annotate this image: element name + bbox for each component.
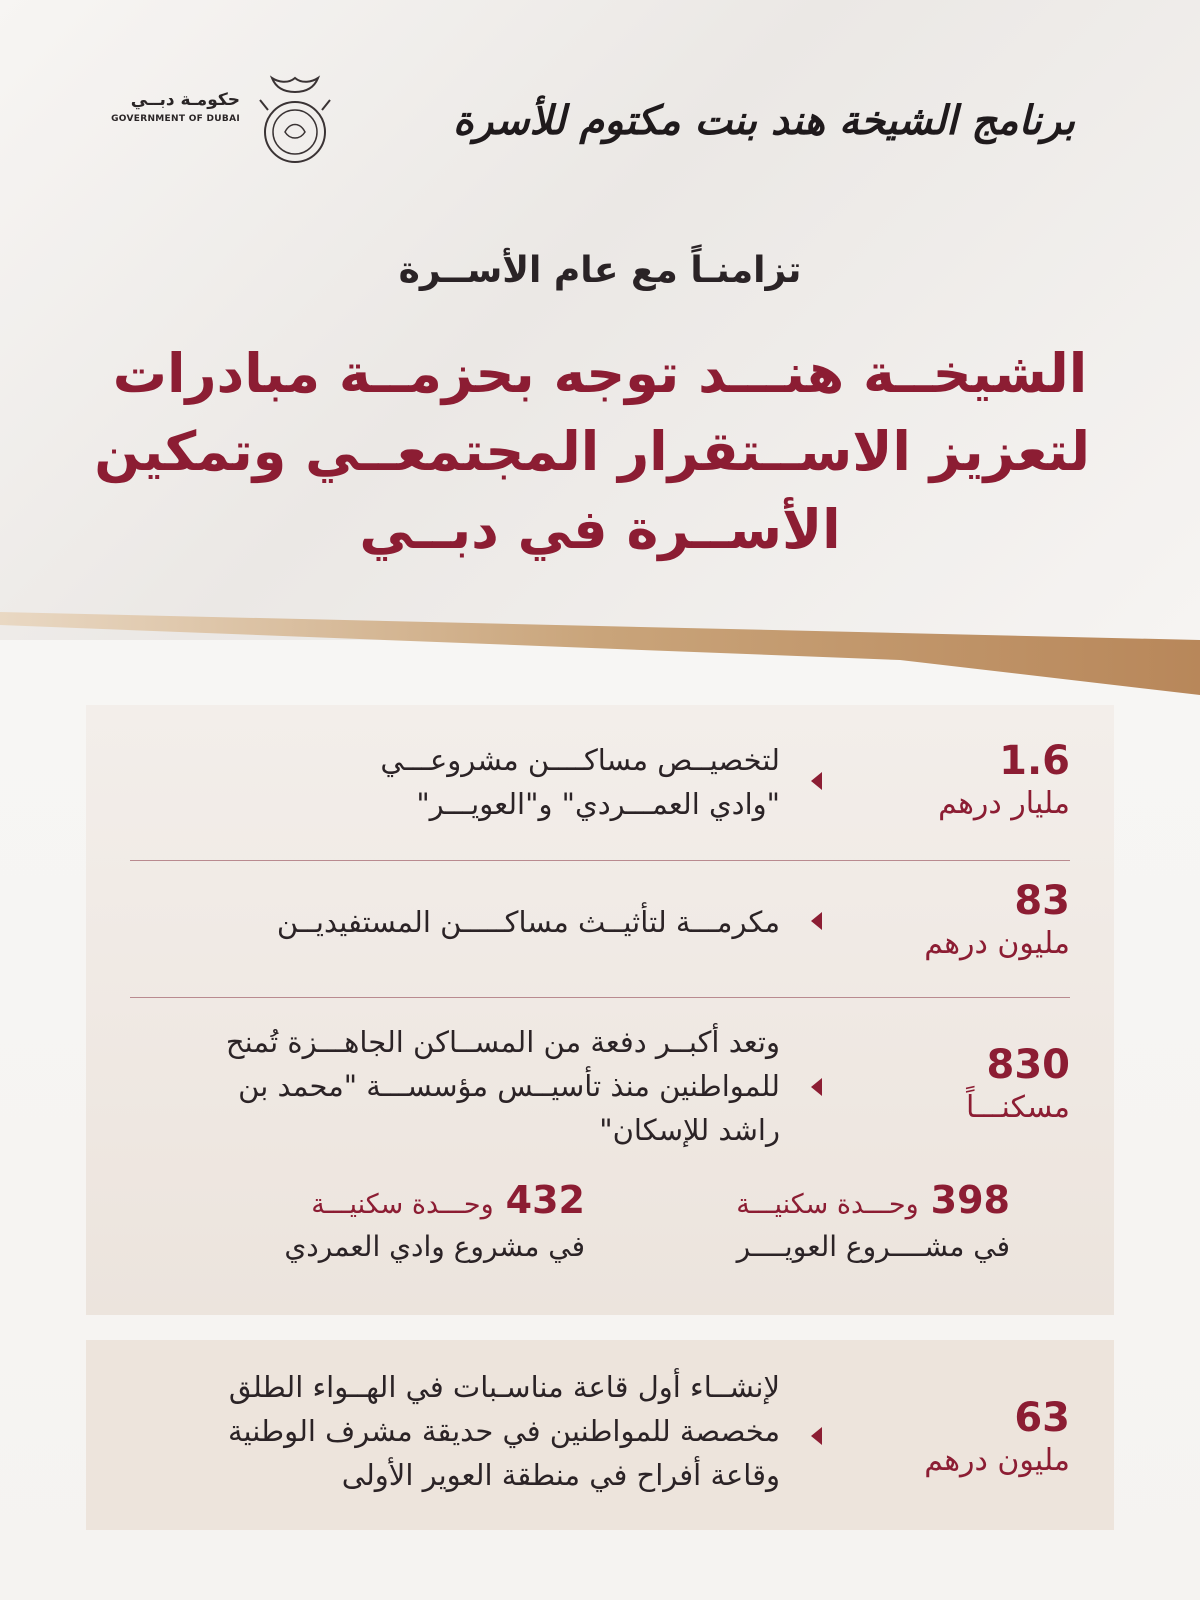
description-line: راشد للإسكان" (599, 1113, 780, 1147)
headline (94, 335, 1090, 569)
divider (130, 860, 1070, 861)
arrow-left-icon (811, 1078, 822, 1096)
stat-unit: مسكنـــاً (966, 1090, 1070, 1125)
arrow-left-icon (811, 912, 822, 930)
initiative-row-4 (130, 1365, 1070, 1505)
stat-number: 830 (986, 1042, 1070, 1088)
government-of-dubai-logo (90, 70, 350, 170)
stat-unit: مليون درهم (924, 1443, 1070, 1478)
arrow-left-icon (811, 772, 822, 790)
breakdown-sub: في مشروع وادي العمردي (284, 1230, 585, 1263)
stat-description (130, 900, 780, 944)
stat-3 (870, 1042, 1070, 1128)
breakdown-number: 432 (505, 1178, 585, 1222)
stat-number: 1.6 (999, 738, 1070, 784)
description-line: لتخصيــص مساكــــن مشروعـــي (380, 743, 780, 777)
breakdown-label: وحـــدة سكنيـــة (311, 1189, 494, 1220)
stat-number: 83 (1014, 878, 1070, 924)
stat-unit: مليار درهم (938, 786, 1070, 821)
dubai-emblem-icon (250, 70, 340, 170)
breakdown-label: وحـــدة سكنيـــة (736, 1189, 919, 1220)
breakdown-al-awir (670, 1180, 1010, 1269)
description-line: "وادي العمـــردي" و"العويـــر" (416, 787, 780, 821)
stat-2 (870, 878, 1070, 964)
program-logo (453, 70, 1075, 170)
stat-unit: مليون درهم (924, 926, 1070, 961)
divider (130, 997, 1070, 998)
program-logo-text: برنامج الشيخة هند بنت مكتوم للأسرة (453, 96, 1075, 144)
gov-logo-arabic: حكومـة دبــي (130, 90, 240, 110)
description-line: مخصصة للمواطنين في حديقة مشرف الوطنية (227, 1414, 780, 1448)
description-line: وتعد أكبــر دفعة من المســاكن الجاهـــزة تُمنح (225, 1025, 780, 1059)
initiative-row-1 (130, 738, 1070, 838)
headline-line-2: لتعزيز الاســتقرار المجتمعــي وتمكين (94, 420, 1090, 483)
breakdown-wadi-al-amardi (225, 1180, 585, 1269)
stat-description (130, 1365, 780, 1497)
stat-description (130, 1020, 780, 1152)
kicker-text: تزامنـاً مع عام الأســرة (398, 250, 802, 291)
headline-line-3: الأســرة في دبــي (359, 498, 841, 561)
breakdown-sub: في مشــــروع العويــــر (736, 1230, 1010, 1263)
breakdown-number: 398 (930, 1178, 1010, 1222)
stat-1 (870, 738, 1070, 824)
initiative-row-3 (130, 1020, 1070, 1160)
headline-line-1: الشيخــة هنـــد توجه بحزمــة مبادرات (112, 342, 1088, 405)
initiative-row-2 (130, 878, 1070, 968)
description-line: لإنشــاء أول قاعة مناسـبات في الهــواء الطلق (228, 1370, 780, 1404)
arrow-left-icon (811, 1427, 822, 1445)
description-line: وقاعة أفراح في منطقة العوير الأولى (341, 1458, 780, 1492)
description-line: مكرمـــة لتأثيــث مساكـــــن المستفيديــن (276, 905, 780, 939)
description-line: للمواطنين منذ تأسيــس مؤسســـة "محمد بن (238, 1069, 780, 1103)
stat-4 (870, 1395, 1070, 1481)
stat-description (130, 738, 780, 826)
stat-number: 63 (1014, 1395, 1070, 1441)
gov-logo-english: GOVERNMENT OF DUBAI (111, 114, 240, 124)
